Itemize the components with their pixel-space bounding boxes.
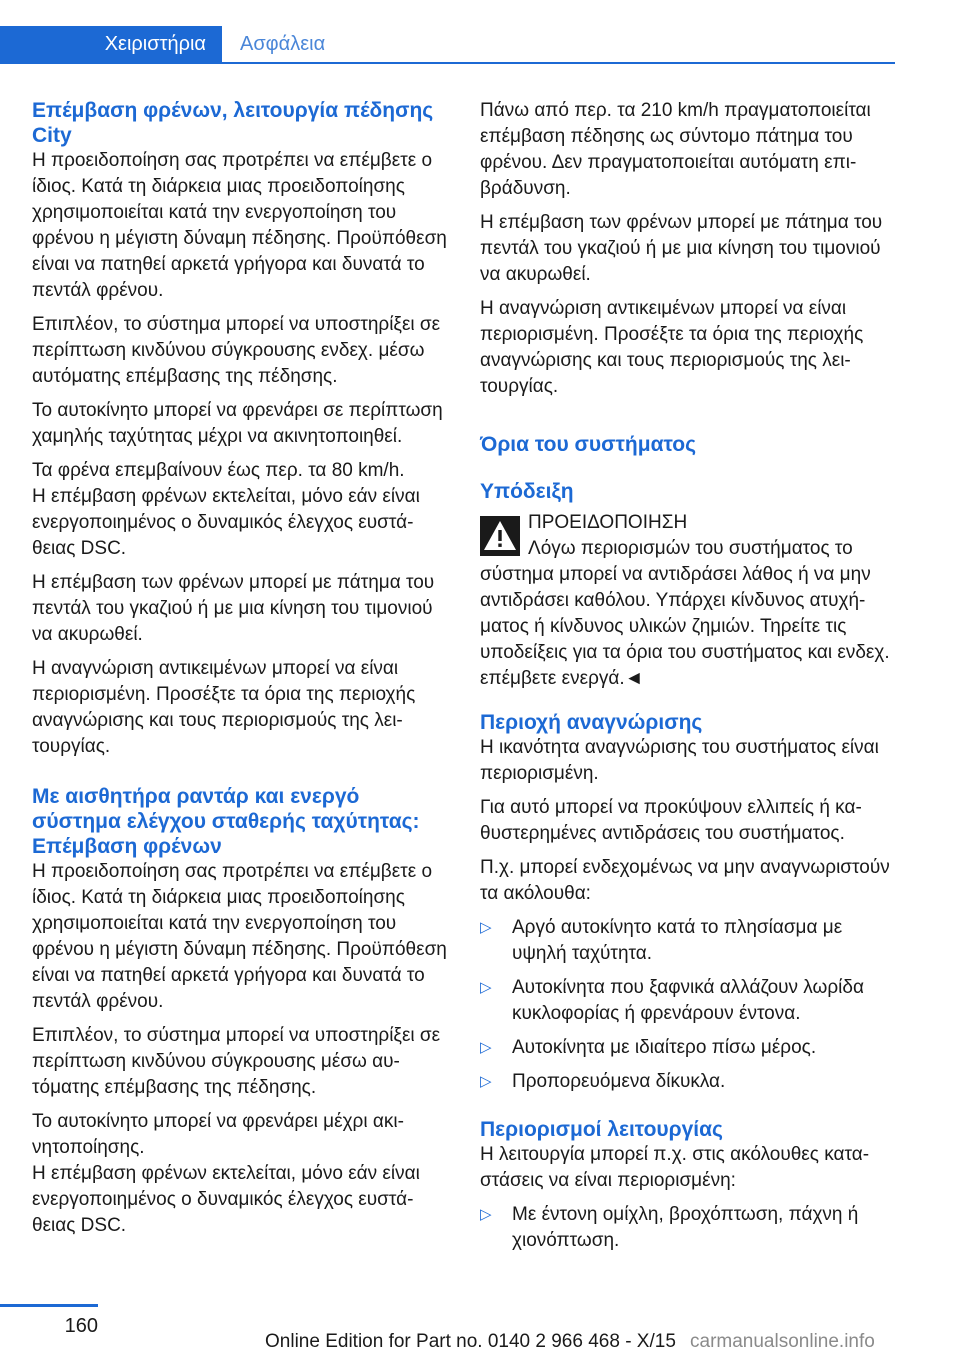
bullet-arrow-icon: ▷ — [480, 979, 492, 996]
list-item: ▷ Αυτοκίνητα με ιδιαίτερο πίσω μέρος. — [480, 1035, 898, 1061]
paragraph: Επιπλέον, το σύστημα μπορεί να υποστηρίξει σε περίπτωση κινδύνου σύγκρουσης μέσω αυτόματης επέμβασης της πέδησης. — [32, 1025, 441, 1098]
page-number: 160 — [64, 1315, 98, 1337]
bullet-arrow-icon: ▷ — [480, 1073, 492, 1090]
section-title-radar-braking: Με αισθητήρα ραντάρ και ενεργό σύστημα ελέγχου σταθερής ταχύτητας: Επέμβαση φρένων — [32, 785, 420, 858]
paragraph: Η επέμβαση των φρένων μπορεί με πάτημα του πεντάλ του γκαζιού ή με μια κίνηση του τιμονιού να ακυρωθεί. — [480, 212, 883, 285]
list-item: ▷ Με έντονη ομίχλη, βροχόπτωση, πάχνη ή χιονόπτωση. — [480, 1204, 859, 1251]
subsection-title-note: Υπόδειξη — [480, 480, 574, 503]
paragraph: Η επέμβαση φρένων εκτελείται, μόνο εάν είναι ενεργοποιημένος ο δυναμικός έλεγχος ευστάθειας DSC. — [32, 486, 420, 559]
paragraph: Η προειδοποίηση σας προτρέπει να επέμβετε ο ίδιος. Κατά τη διάρκεια μιας προειδοποίησης χρησιμοποιείται κατά την ενεργοποίηση του φρένου η μέγιστη δύναμη πέδησης. Προϋπόθεση είναι να πατηθεί αρκετά γρήγορα και δυνατά το πεντάλ φρένου. — [32, 861, 447, 1012]
warning-box — [480, 510, 898, 692]
header-tabbar — [0, 26, 895, 64]
bullet-arrow-icon: ▷ — [480, 1206, 492, 1223]
paragraph: Για αυτό μπορεί να προκύψουν ελλιπείς ή καθυστερημένες αντιδράσεις του συστήματος. — [480, 797, 862, 844]
bullet-arrow-icon: ▷ — [480, 1039, 492, 1056]
warning-icon — [480, 516, 520, 556]
tab-safety[interactable]: Ασφάλεια — [240, 33, 326, 55]
paragraph: Η αναγνώριση αντικειμένων μπορεί να είναι περιορισμένη. Προσέξτε τα όρια της περιοχής αναγνώρισης και τους περιορισμούς της λειτουργίας. — [480, 298, 864, 397]
function-limits-list — [480, 1202, 898, 1254]
section-title-city-braking: Επέμβαση φρένων, λειτουργία πέδησης City — [32, 99, 434, 147]
paragraph: Πάνω από περ. τα 210 km/h πραγματοποιείται επέμβαση πέδησης ως σύντομο πάτημα του φρένου. Δεν πραγματοποιείται αυτόματη επιβράδυνση. — [480, 100, 871, 199]
list-item: ▷ Αργό αυτοκίνητο κατά το πλησίασμα με υψηλή ταχύτητα. — [480, 917, 843, 964]
paragraph: Το αυτοκίνητο μπορεί να φρενάρει μέχρι ακινητοποίησης. — [32, 1111, 404, 1158]
paragraph: Η προειδοποίηση σας προτρέπει να επέμβετε ο ίδιος. Κατά τη διάρκεια μιας προειδοποίησης χρησιμοποιείται κατά την ενεργοποίηση του φρένου η μέγιστη δύναμη πέδησης. Προϋπόθεση είναι να πατηθεί αρκετά γρήγορα και δυνατά το πεντάλ φρένου. — [32, 150, 447, 301]
paragraph: Η επέμβαση φρένων εκτελείται, μόνο εάν είναι ενεργοποιημένος ο δυναμικός έλεγχος ευστάθειας DSC. — [32, 1163, 420, 1236]
paragraph: Π.χ. μπορεί ενδεχομένως να μην αναγνωριστούν τα ακόλουθα: — [480, 857, 890, 904]
detection-limits-list — [480, 915, 898, 1095]
left-column — [32, 98, 450, 1247]
paragraph: Η αναγνώριση αντικειμένων μπορεί να είναι περιορισμένη. Προσέξτε τα όρια της περιοχής αναγνώρισης και τους περιορισμούς της λειτουργίας. — [32, 658, 416, 757]
bullet-arrow-icon: ▷ — [480, 919, 492, 936]
watermark: carmanualsonline.info — [690, 1331, 875, 1352]
warning-text: Λόγω περιορισμών του συστήματος το σύστημα μπορεί να αντιδράσει λάθος ή να μην αντιδράσει καθόλου. Υπάρχει κίνδυνος ατυχήματος ή κίνδυνος υλικών ζημιών. Τηρείτε τις υποδείξεις για τα όρια του συστήματος και ενδεχ. επέμβετε ενεργά.◄ — [480, 538, 890, 689]
paragraph: Η λειτουργία μπορεί π.χ. στις ακόλουθες καταστάσεις να είναι περιορισμένη: — [480, 1144, 870, 1191]
list-item: ▷ Αυτοκίνητα που ξαφνικά αλλάζουν λωρίδα κυκλοφορίας ή φρενάρουν έντονα. — [480, 977, 864, 1024]
paragraph: Η ικανότητα αναγνώρισης του συστήματος είναι περιορισμένη. — [480, 737, 879, 784]
right-column — [480, 98, 898, 1262]
tab-controls[interactable]: Χειριστήρια — [0, 26, 222, 62]
warning-label: ΠΡΟΕΙΔΟΠΟΙΗΣΗ — [528, 512, 688, 533]
subsection-title-function-limits: Περιορισμοί λειτουργίας — [480, 1118, 723, 1141]
subsection-title-detection-area: Περιοχή αναγνώρισης — [480, 711, 703, 734]
paragraph: Τα φρένα επεμβαίνουν έως περ. τα 80 km/h. — [32, 460, 405, 481]
paragraph: Η επέμβαση των φρένων μπορεί με πάτημα του πεντάλ του γκαζιού ή με μια κίνηση του τιμονιού να ακυρωθεί. — [32, 572, 435, 645]
list-item: ▷ Προπορευόμενα δίκυκλα. — [480, 1069, 898, 1095]
footer-edition: Online Edition for Part no. 0140 2 966 468 - X/15 — [265, 1331, 676, 1352]
paragraph: Επιπλέον, το σύστημα μπορεί να υποστηρίξει σε περίπτωση κινδύνου σύγκρουσης ενδεχ. μέσω αυτόματης επέμβασης της πέδησης. — [32, 314, 441, 387]
paragraph: Το αυτοκίνητο μπορεί να φρενάρει σε περίπτωση χαμηλής ταχύτητας μέχρι να ακινητοποιηθεί. — [32, 400, 443, 447]
section-title-system-limits: Όρια του συστήματος — [480, 433, 697, 456]
page-number-rule — [0, 1304, 98, 1307]
